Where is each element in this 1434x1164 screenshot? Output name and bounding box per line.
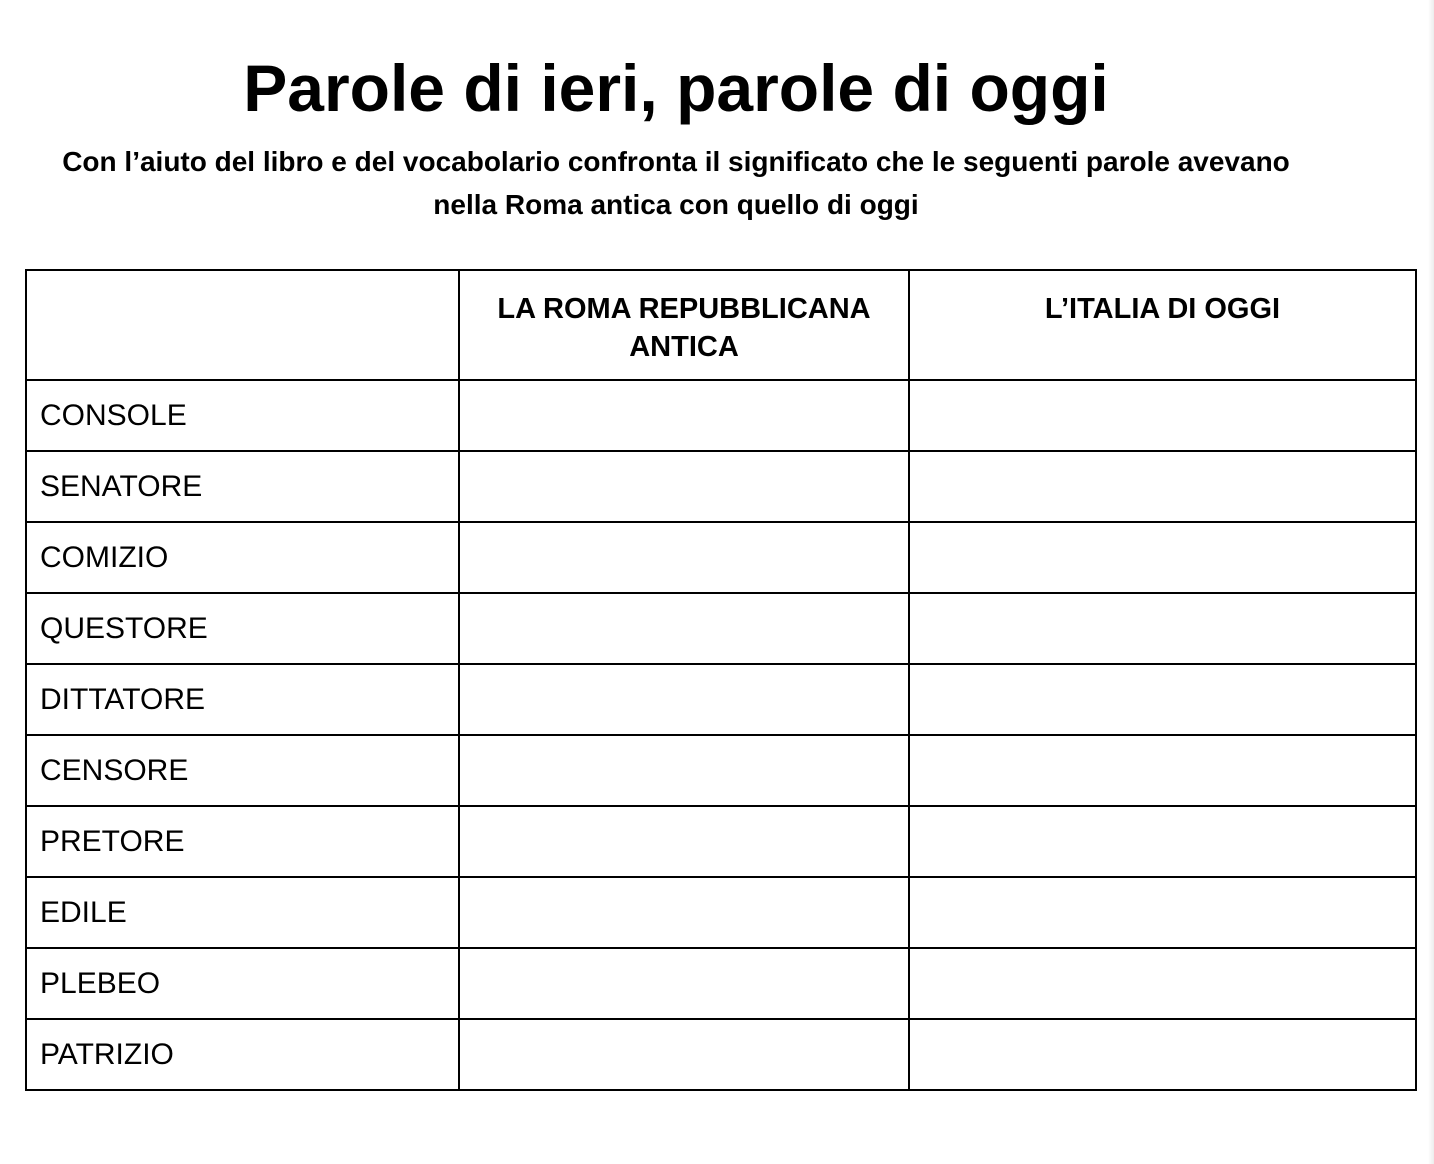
table-row xyxy=(26,664,1416,735)
table-row xyxy=(26,1019,1416,1090)
worksheet-table xyxy=(25,269,1417,1091)
today-meaning-cell[interactable] xyxy=(909,593,1416,664)
today-meaning-cell[interactable] xyxy=(909,735,1416,806)
ancient-meaning-cell[interactable] xyxy=(459,735,909,806)
table-row xyxy=(26,806,1416,877)
ancient-meaning-cell[interactable] xyxy=(459,1019,909,1090)
today-meaning-cell[interactable] xyxy=(909,1019,1416,1090)
table-row xyxy=(26,380,1416,451)
today-meaning-cell[interactable] xyxy=(909,806,1416,877)
table-row xyxy=(26,948,1416,1019)
today-meaning-cell[interactable] xyxy=(909,522,1416,593)
ancient-meaning-cell[interactable] xyxy=(459,380,909,451)
table-row xyxy=(26,593,1416,664)
today-meaning-cell[interactable] xyxy=(909,451,1416,522)
word-cell: EDILE xyxy=(26,877,459,948)
word-cell: SENATORE xyxy=(26,451,459,522)
word-cell: CONSOLE xyxy=(26,380,459,451)
today-meaning-cell[interactable] xyxy=(909,380,1416,451)
table-row xyxy=(26,451,1416,522)
table-row xyxy=(26,735,1416,806)
word-cell: QUESTORE xyxy=(26,593,459,664)
table-header-row xyxy=(26,270,1416,380)
page-title: Parole di ieri, parole di oggi xyxy=(243,51,1109,125)
word-cell: CENSORE xyxy=(26,735,459,806)
word-cell: PATRIZIO xyxy=(26,1019,459,1090)
table-row xyxy=(26,522,1416,593)
ancient-meaning-cell[interactable] xyxy=(459,948,909,1019)
ancient-meaning-cell[interactable] xyxy=(459,593,909,664)
ancient-meaning-cell[interactable] xyxy=(459,451,909,522)
ancient-meaning-cell[interactable] xyxy=(459,664,909,735)
header-ancient-rome: LA ROMA REPUBBLICANA ANTICA xyxy=(459,270,909,380)
table-row xyxy=(26,877,1416,948)
today-meaning-cell[interactable] xyxy=(909,877,1416,948)
instructions: Con l’aiuto del libro e del vocabolario confronta il significato che le seguenti parole avevano nella Roma antica con quello di oggi xyxy=(62,146,1290,220)
word-cell: PLEBEO xyxy=(26,948,459,1019)
today-meaning-cell[interactable] xyxy=(909,948,1416,1019)
word-cell: COMIZIO xyxy=(26,522,459,593)
header-word xyxy=(26,270,459,380)
page-edge xyxy=(1428,0,1434,1164)
ancient-meaning-cell[interactable] xyxy=(459,806,909,877)
ancient-meaning-cell[interactable] xyxy=(459,877,909,948)
header-italy-today: L’ITALIA DI OGGI xyxy=(909,270,1416,380)
word-cell: DITTATORE xyxy=(26,664,459,735)
ancient-meaning-cell[interactable] xyxy=(459,522,909,593)
today-meaning-cell[interactable] xyxy=(909,664,1416,735)
word-cell: PRETORE xyxy=(26,806,459,877)
